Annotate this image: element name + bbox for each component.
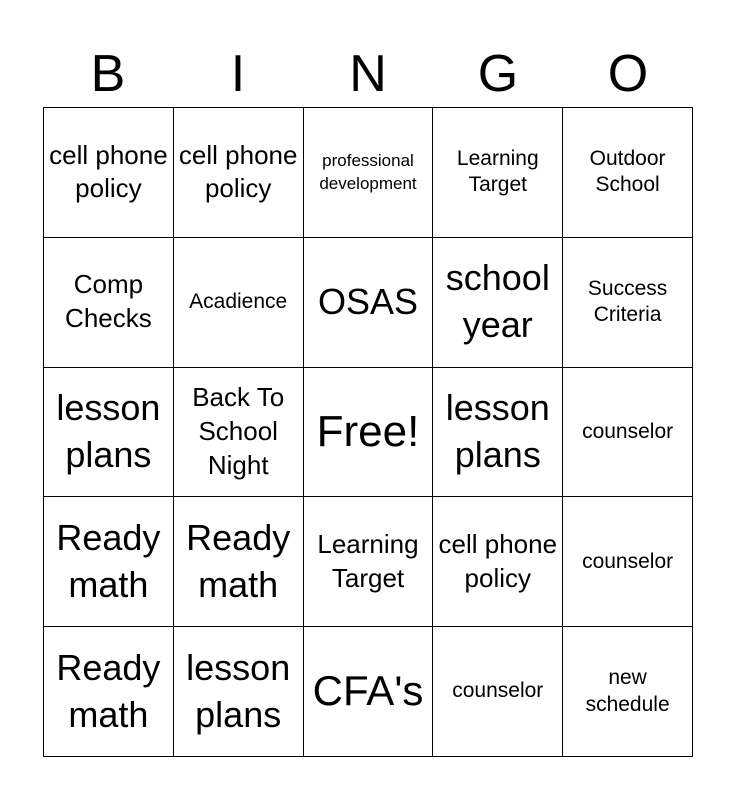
bingo-cell-r4-c2[interactable]: Ready math bbox=[174, 497, 304, 627]
bingo-cell-r3-c5[interactable]: counselor bbox=[563, 368, 693, 498]
bingo-cell-r5-c2[interactable]: lesson plans bbox=[174, 627, 304, 757]
free-space-cell[interactable]: Free! bbox=[304, 368, 434, 498]
bingo-cell-r5-c5[interactable]: new schedule bbox=[563, 627, 693, 757]
bingo-cell-r1-c2[interactable]: cell phone policy bbox=[174, 108, 304, 238]
header-letter-i: I bbox=[230, 45, 246, 103]
bingo-cell-r5-c3[interactable]: CFA's bbox=[304, 627, 434, 757]
bingo-cell-r3-c1[interactable]: lesson plans bbox=[44, 368, 174, 498]
bingo-cell-r1-c3[interactable]: professional development bbox=[304, 108, 434, 238]
bingo-cell-r2-c4[interactable]: school year bbox=[433, 238, 563, 368]
bingo-cell-r1-c4[interactable]: Learning Target bbox=[433, 108, 563, 238]
bingo-cell-r2-c1[interactable]: Comp Checks bbox=[44, 238, 174, 368]
bingo-cell-r3-c4[interactable]: lesson plans bbox=[433, 368, 563, 498]
bingo-cell-r5-c1[interactable]: Ready math bbox=[44, 627, 174, 757]
bingo-cell-r3-c2[interactable]: Back To School Night bbox=[174, 368, 304, 498]
bingo-cell-r4-c3[interactable]: Learning Target bbox=[304, 497, 434, 627]
bingo-header bbox=[43, 40, 693, 108]
bingo-cell-r2-c2[interactable]: Acadience bbox=[174, 238, 304, 368]
bingo-card-grid bbox=[43, 107, 693, 757]
header-letter-o: O bbox=[607, 45, 649, 103]
bingo-cell-r4-c5[interactable]: counselor bbox=[563, 497, 693, 627]
bingo-cell-r5-c4[interactable]: counselor bbox=[433, 627, 563, 757]
bingo-cell-r1-c5[interactable]: Outdoor School bbox=[563, 108, 693, 238]
bingo-cell-r4-c1[interactable]: Ready math bbox=[44, 497, 174, 627]
bingo-cell-r2-c3[interactable]: OSAS bbox=[304, 238, 434, 368]
header-letter-b: B bbox=[90, 45, 126, 103]
header-letter-n: N bbox=[349, 45, 387, 103]
header-letter-g: G bbox=[477, 45, 519, 103]
bingo-cell-r2-c5[interactable]: Success Criteria bbox=[563, 238, 693, 368]
bingo-cell-r1-c1[interactable]: cell phone policy bbox=[44, 108, 174, 238]
bingo-cell-r4-c4[interactable]: cell phone policy bbox=[433, 497, 563, 627]
